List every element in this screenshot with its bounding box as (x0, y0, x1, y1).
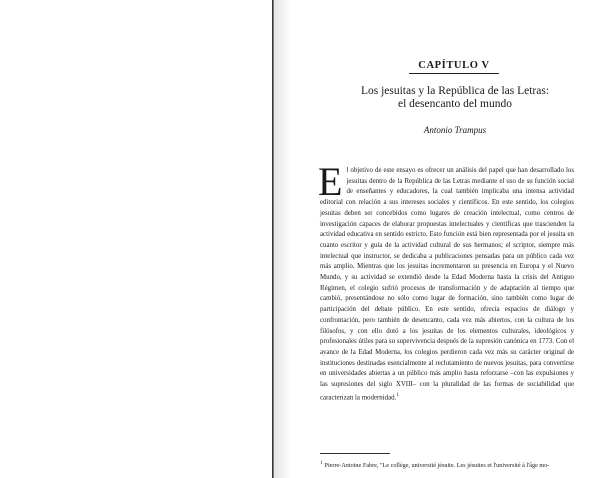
drop-cap: E (318, 159, 343, 204)
body-text: l objetivo de este ensayo es ofrecer un análisis del papel que han desarrollado los jesuitas dentro de la República de las Letras mediante el uso de su función social de enseñantes y educadores, la cual también implicaba una intensa actividad editorial con relación a sus intereses sociales y científicos. En este sentido, los colegios jesuitas deben ser concebidos como lugares de creación intelectual, como centros de investigación capaces de elaborar propuestas intelectuales y científicas que trascienden la actividad educativa en sentido estricto. Esto función está bien representada por el jesuita en cuanto escritor y guía de la actividad cultural de sus hermanos; el scriptor, siempre más intelectual que instructor, se dedicaba a publicaciones pensadas para un público cada vez más amplio. Mientras que los jesuitas incrementaron su presencia en Europa y el Nuevo Mundo, y su actividad se extendió desde la Edad Moderna hasta la crisis del Antiguo Régimen, el colegio sufrió procesos de transformación y de adaptación al tiempo que cambió, presentándose no sólo como lugar de formación, sino también como lugar de participación del debate público. En este sentido, ofrecía espacios de diálogo y confrontación, pero también de desencanto, cada vez más abiertos, con la cultura de los filósofos, y con ello dotó a los jesuitas de los elementos culturales, ideológicos y profesionales útiles para su supervivencia después de la supresión canónica en 1773. Con el avance de la Edad Moderna, los colegios perdieron cada vez más su carácter original de instituciones destinadas esencialmente al reclutamiento de nuevos jesuitas, para convertirse en universidades abiertas a un público más amplio hasta reforzarse –con las expulsiones y las supresiones del siglo XVIII– con la pluralidad de las formas de sociabilidad que caracterizan la modernidad. (320, 167, 574, 402)
chapter-title-line-1: Los jesuitas y la República de las Letras: (360, 85, 550, 97)
footnote (320, 460, 578, 470)
footnote-rule (320, 453, 390, 454)
footnote-text: Pierre-Antoine Fabre, "Le collège, université jésuite. Les jésuites et l'université à l'âge mo- (324, 462, 550, 470)
chapter-author: Antonio Trampus (423, 125, 487, 135)
body-paragraph (318, 159, 574, 404)
chapter-title (350, 85, 560, 111)
chapter-label: CAPÍTULO V (409, 60, 499, 74)
chapter-title-line-2: el desencanto del mundo (397, 98, 512, 110)
footnote-marker: 1 (396, 392, 399, 398)
footnote-number: 1 (320, 461, 323, 466)
left-page-blank (0, 0, 272, 478)
